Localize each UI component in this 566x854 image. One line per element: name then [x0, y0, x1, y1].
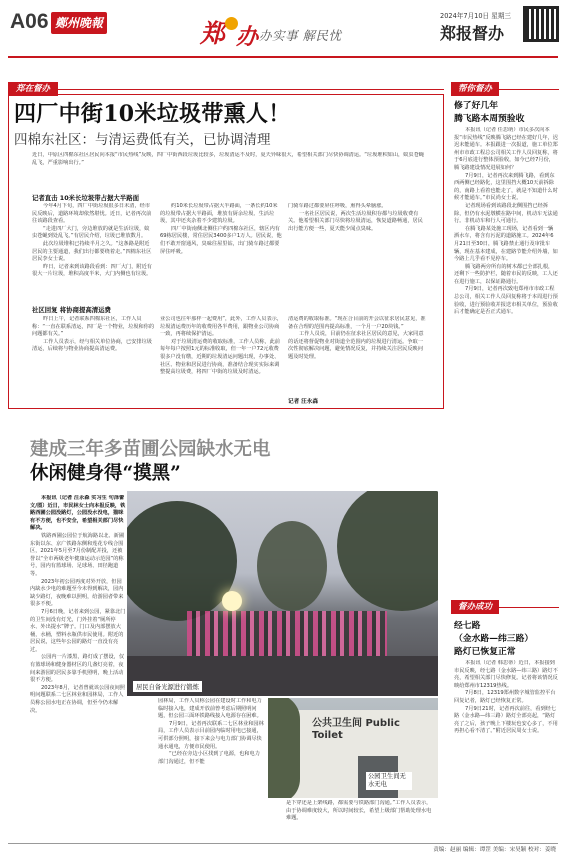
main-intro: 近日，中原区四棉东社区居民向本报“市民热线”反映，四厂中街西段垃圾比较多，垃圾清运不及时，夏天异味很大，希望相关部门尽快协调清运。“垃圾堆积如山，蚊虫苍蝇乱飞，严重影响出行。”: [32, 152, 424, 166]
sidebar2-body: [454, 660, 558, 842]
paragraph: 工作人员表示，经与相关单位协商，已安排垃圾清运，后续将与物业协商提高清运费。: [32, 338, 152, 353]
sidebar-tag-2: [451, 594, 559, 612]
header-rule: [8, 56, 558, 58]
sidebar2-headline-1: 经七路: [454, 621, 481, 631]
brand-char-ban: 办: [236, 25, 259, 50]
second-col-2: [158, 698, 264, 843]
paragraph: 本报讯（记者 任思萌）市民多次向本报“市民热线”反映腾飞路已经在建好几年，迟迟未能通车。本报跟进一次报道，施工单位郑州市市政工程总公司相关工作人员回复称，将于6月底进行整体预验收，如今已经7月份，腾飞路建设情况进展如何？: [454, 127, 558, 171]
park-exercise-photo: [127, 491, 438, 696]
tree-silhouette: [257, 521, 327, 611]
paragraph: 7月9日21时，记者再次前往，看到经七路（金水路—纬三路）路灯全部亮起，“路灯亮了之后，孩子晚上下楼玩也安心多了，不用再担心看不清了。”附近居民周女士说。: [454, 705, 558, 735]
photo-caption-2: 公园卫生间无水无电: [366, 772, 412, 790]
paragraph: 7月8日，12319郑州数字城管监控平台回复记者，路灯已经恢复正常。: [454, 690, 556, 704]
tag-label: 督办成功: [451, 600, 499, 614]
sidebar-headline-1: 修了好几年: [454, 101, 498, 111]
paragraph: 7月9日，记者再次来到腾飞路，看到东西两侧已经路化，这里围挡大概10天前拆除的，南路上看着也能走了，就是不知道什么时候才能通车。”市民尚女士说。: [454, 172, 558, 202]
photo-caption-1: 居民自备光源进行锻炼: [133, 681, 202, 692]
paper-logo: 鄭州晚報: [51, 12, 107, 34]
footer-credits: 责编：赵丽 编辑：谭罡 美编：宋昊颖 校对：姜晓: [433, 847, 556, 853]
qr-code-icon: [523, 6, 559, 42]
toilet-sign: 公共卫生间 Public Toilet: [312, 718, 400, 741]
paragraph: 本报讯（记者 韩思蒂）近日，本报接到市民反映，经七路（金水路—纬三路）路灯不亮，希望相关部门尽快修复。记者将该情况反映给郑州市12319热线。: [454, 660, 558, 689]
section-title: 郑报督办: [440, 24, 505, 43]
main-col-2b: [160, 316, 282, 404]
sidebar2-headline-2: （金水路—纬三路）: [454, 634, 534, 644]
lamp-glow: [222, 591, 242, 611]
main-subhead-1: 记者直击 10米长垃圾带占据大半路面: [32, 194, 139, 202]
tree-silhouette: [127, 501, 237, 621]
paragraph: 腾飞路两旁所有的树木都已全部扎根，还剩下一些防护栏，随着市民的反映，工人还在进行施工，以保证路通行。: [454, 263, 558, 285]
paragraph: 昨日上午，记者联系四棉东社区，工作人员称：“一直在联系清运，四厂是一个物业，垃圾和你的问题都有关。”: [32, 316, 154, 338]
main-subhead-2: 社区回复 将协商提高清运费: [32, 306, 111, 314]
main-col-3: [288, 203, 428, 301]
main-col-1: [32, 203, 154, 301]
main-headline: 四厂中街10米垃圾带熏人！: [14, 101, 291, 127]
main-col-2: [160, 203, 282, 301]
paragraph: 清运费的收取标准。“现在合目前的开会以征求居民意见，准备在合理的范围内提高标准，一个月一户20块钱。”: [288, 316, 426, 330]
paragraph: 约10米长垃圾带占据大半路面，一条长约10米的垃圾带占据大半路面，堆放有厨余垃圾、生活垃圾，其中还夹杂着不少建筑垃圾。: [160, 203, 278, 225]
page-header: [0, 0, 566, 58]
paragraph: 此次垃圾堆积已持续半月之久。“这条路是附近居民的主要通道，我们出行都要绕着走。”四棉东社区居民李女士说。: [32, 240, 152, 263]
sidebar2-headline-3: 路灯已恢复正常: [454, 647, 516, 657]
paragraph: 工作人员说，目前仍在征求社区居民的意见，大家同意的话还将督促物业对街道全范围内的垃圾进行清运。争取一次性彻底解决问题，避免情况反复，并持续关注居民反映问题及时处理。: [288, 331, 424, 360]
paragraph: 2023年初公园再度对外开放，但园内缺水少电的难题至今未得到解决，园内缺少路灯，夜晚难以照明，给游园者带来很多不便。: [30, 578, 124, 608]
main-col-1b: [32, 316, 154, 404]
sidebar-tag: [451, 76, 559, 94]
paragraph: 公园内一片漆黑，路灯成了摆设，仅有篮球场和健身器材区的几盏灯亮着，夜间来游园的居民多靠手机照明，晚上活动很不方便。: [30, 654, 125, 684]
paragraph: 门骑车路过都要屏住呼吸，熏得头晕脑涨。: [288, 203, 387, 209]
sidebar-body: [454, 127, 558, 557]
paragraph: “走进四厂大门，旁边堆放的就是生活垃圾，蚊虫苍蝇到处乱飞。”有居民介绍，垃圾已堆放数月。: [32, 225, 150, 240]
tag-label: 郑在督办: [8, 82, 58, 96]
brand-tagline: 办实事 解民忧: [259, 28, 342, 43]
paragraph: 业公司也往年那样一起费用”，此外，工作人员表示，垃圾清运费历年的收费用各半费用，跟物业公司协商一致，再将续保护清运。: [160, 316, 282, 338]
toilet-photo: [268, 698, 438, 798]
paragraph: 本报讯（记者 汪永森 实习生 句泽蕾 文/图）近日，市民林女士向本报反映，铁路西圃公园没路灯，公园没水没电，猫咪有不方便，也不安全，希望相关部门尽快解决。: [30, 495, 126, 532]
paragraph: 是下穿还是上架线路，都需要与铁路部门沟通。”工作人员表示，由于协调难度较大，所以时间较长，希望上级部门帮助处理水电难题。: [286, 800, 432, 822]
main-story-tag: [8, 76, 444, 94]
paragraph: 7月9日，记者再次致电郑州市市政工程总公司，相关工作人员回复称将于本周进行预验收，进行预验收并报送市相关单位，预验收后才能确定是否正式通车。: [454, 286, 558, 316]
paragraph: 7月6日晚，记者来到公园，紧靠北门的卫生间没有灯光，门外挂着“厕所停水、外出提水”牌子。门口及内部摆放大桶，水桶，塑料水瓶供市民使用。附近的居民说，这些年公园的路灯一直没有亮过。: [30, 608, 126, 653]
main-col-3b: [288, 316, 428, 396]
paragraph: 昨日，记者来到该路段看到：四厂大门，附近有很大一片垃圾，堆积高度半米，大门内侧也有垃圾。: [32, 263, 152, 278]
paragraph: 四厂中街南侧北侧住户约四棉东社区，辖区内有69栋居民楼，常住居民3400多户1万人。居民说，他们不敢开窗通风，臭味往屋里钻，出门骑车路过都要屏住呼吸。: [160, 225, 282, 255]
second-col-3: [286, 800, 436, 842]
tree-silhouette: [337, 491, 438, 611]
crowd: [187, 611, 387, 656]
paragraph: 记者现场看到该路段北侧围挡已经拆除，但仍有水泥墩横在路中间，机动车无法通行。非机动车和行人可通行。: [454, 202, 558, 225]
tree-silhouette: [268, 698, 300, 798]
second-col-1: [30, 495, 126, 843]
paragraph: 对于垃圾清运费的收取标准，工作人员称，此前每年每户按照1元的标准收取，但一年一户72元收费很多户没有缴，近期的垃圾清运问题出现，办事处、社区、物业和居民进行协商，准备结合现实实际来调整提高垃圾费，将四厂中街的垃圾及时清运。: [160, 338, 280, 376]
main-subheadline: 四棉东社区：与清运费低有关，已协调清理: [14, 132, 271, 148]
paragraph: 在腾飞路某处施工现场，记者看到一辆洒水车，将含有污泥的道路施工。2024年6月21日至30日，腾飞路禁止通行及审批车辆，现在基本建成，在建路节能介绍外墙，如今路上几乎看不见停车。: [454, 225, 558, 263]
main-byline: 记者 汪永森: [288, 399, 318, 405]
second-headline-1: 建成三年多苗圃公园缺水无电: [30, 439, 271, 460]
page-code: A06: [10, 10, 49, 33]
date-line: 2024年7月10日 星期三: [440, 12, 512, 20]
paragraph: 2023年8月，记者曾就该公园夜间照明问题联系二七区林业和园林局，工作人员称公园水电正在协调，但至今仍未解决。: [30, 684, 125, 714]
paragraph: 今年4月下旬，四厂中街垃圾很多日未清，经市民反映后，道路环境却依然堪忧。近日，记者再次前往该路段查看。: [32, 203, 152, 225]
footer-rule: [8, 843, 558, 844]
paragraph: “已经在旁边小区找到了电源，也和电力部门沟通过，但不能: [158, 751, 260, 765]
tag-label: 帮你督办: [451, 82, 499, 96]
paragraph: 一名社区居民说，两次生活垃圾积存都与垃圾收费有关。他希望相关部门尽快将垃圾清运，恢复道路畅通，居民出行能方便一些，夏天能少闻点臭味。: [288, 210, 423, 232]
brand-mark: [196, 14, 366, 48]
paragraph: 园林局，工作人员称公园在建设时工作和电力临时接入电，建成开放前曾考虑后期照明问题，但公园三面环铁路线接入电源存在困难。: [158, 698, 262, 720]
second-headline-2: 休闲健身得“摸黑”: [30, 463, 181, 484]
paragraph: 铁路西圃公园位于航海路以北、新圃东街以东、京广铁路东侧和莲花专线合围区，2021年5月至7月份制配并投，还被誉以“全市两级老年健康运动示范园”的称号，园内有篮球场、足球场、田径跑道等。: [30, 532, 125, 577]
brand-char-zheng: 郑: [200, 19, 226, 48]
paragraph: 7月9日，记者再次联系二七区林业和园林局，工作人员表示目前园内临时用电已接通，可供部分照明，接下来会与电力部门协调尽快通水通电，方便市民使用。: [158, 720, 264, 750]
sidebar-headline-2: 腾飞路本周预验收: [454, 114, 525, 124]
